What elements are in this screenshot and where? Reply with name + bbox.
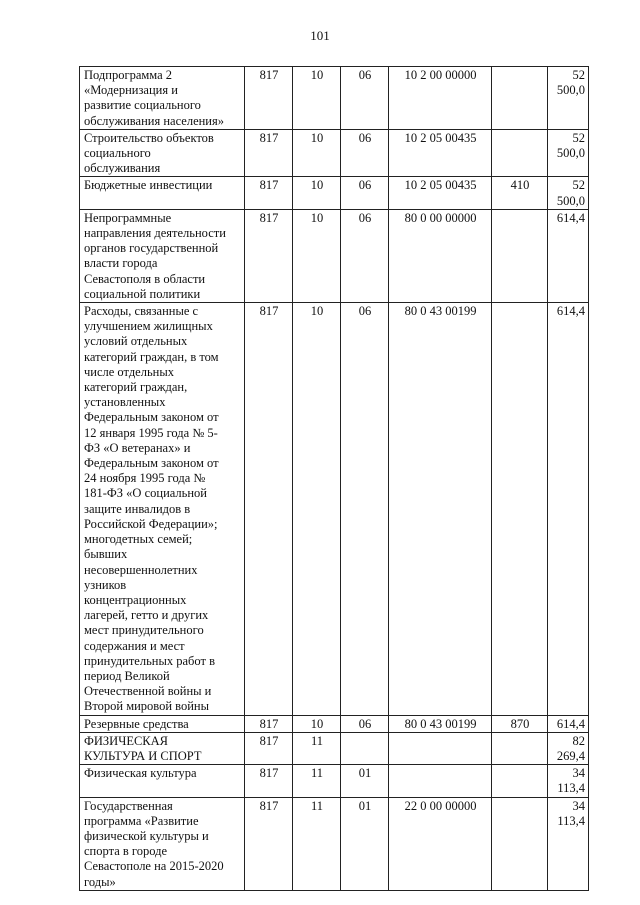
amount: 82 269,4 <box>548 732 589 764</box>
amount: 52 500,0 <box>548 129 589 177</box>
row-name: Расходы, связанные с улучшением жилищных условий отдельных категорий граждан, в том числе отдельных категорий граждан, установленных Федеральным законом от 12 января 1995 года № 5- ФЗ «О ветеранах» и Федеральным законом от 24 ноября 1995 года № 181-ФЗ «О социальной защите инвалидов в Российской Федерации»; многодетных семей; бывших несовершеннолетних узников концентрационных лагерей, гетто и других мест принудительного содержания и мест принудительных работ в период Великой Отечественной войны и Второй мировой войны <box>84 304 219 714</box>
table-row <box>80 765 589 797</box>
row-name: Бюджетные инвестиции <box>84 178 213 193</box>
row-name-cell <box>80 209 245 302</box>
subsection-code: 01 <box>341 765 389 797</box>
target-article-code: 80 0 00 00000 <box>389 209 492 302</box>
table-row <box>80 67 589 130</box>
row-name: Резервные средства <box>84 716 189 731</box>
amount: 614,4 <box>548 715 589 732</box>
row-name-cell <box>80 732 245 764</box>
table-row <box>80 303 589 715</box>
amount: 614,4 <box>548 209 589 302</box>
target-article-code: 10 2 00 00000 <box>389 67 492 130</box>
section-code: 10 <box>293 177 341 209</box>
section-code: 10 <box>293 67 341 130</box>
target-article-code: 80 0 43 00199 <box>389 715 492 732</box>
amount: 614,4 <box>548 303 589 715</box>
target-article-code <box>389 765 492 797</box>
section-code: 11 <box>293 732 341 764</box>
subsection-code: 06 <box>341 303 389 715</box>
section-code: 10 <box>293 303 341 715</box>
expense-type-code: 410 <box>492 177 548 209</box>
expense-type-code <box>492 765 548 797</box>
row-name-cell <box>80 715 245 732</box>
subsection-code: 01 <box>341 797 389 890</box>
row-name: Государственная программа «Развитие физической культуры и спорта в городе Севастополе на 2015-2020 годы» <box>84 798 224 889</box>
amount: 52 500,0 <box>548 67 589 130</box>
expense-type-code <box>492 209 548 302</box>
subsection-code: 06 <box>341 177 389 209</box>
section-code: 10 <box>293 715 341 732</box>
table-row <box>80 209 589 302</box>
page-number: 101 <box>310 28 330 43</box>
amount: 34 113,4 <box>548 765 589 797</box>
table-row <box>80 797 589 890</box>
row-name-cell <box>80 129 245 177</box>
row-name: ФИЗИЧЕСКАЯ КУЛЬТУРА И СПОРТ <box>84 733 202 763</box>
table-row <box>80 715 589 732</box>
expense-type-code: 870 <box>492 715 548 732</box>
target-article-code: 10 2 05 00435 <box>389 129 492 177</box>
section-code: 10 <box>293 209 341 302</box>
subsection-code <box>341 732 389 764</box>
row-name-cell <box>80 303 245 715</box>
amount: 52 500,0 <box>548 177 589 209</box>
section-code: 11 <box>293 765 341 797</box>
section-code: 10 <box>293 129 341 177</box>
ministry-code: 817 <box>245 177 293 209</box>
expense-type-code <box>492 67 548 130</box>
subsection-code: 06 <box>341 129 389 177</box>
ministry-code: 817 <box>245 765 293 797</box>
ministry-code: 817 <box>245 732 293 764</box>
ministry-code: 817 <box>245 797 293 890</box>
table-row <box>80 732 589 764</box>
ministry-code: 817 <box>245 303 293 715</box>
table-row <box>80 129 589 177</box>
row-name: Физическая культура <box>84 766 197 781</box>
subsection-code: 06 <box>341 209 389 302</box>
ministry-code: 817 <box>245 129 293 177</box>
row-name: Непрограммные направления деятельности органов государственной власти города Севастополя в области социальной политики <box>84 210 226 301</box>
row-name-cell <box>80 177 245 209</box>
row-name-cell <box>80 765 245 797</box>
expense-type-code <box>492 732 548 764</box>
expense-type-code <box>492 797 548 890</box>
row-name: Подпрограмма 2 «Модернизация и развитие социального обслуживания населения» <box>84 68 224 128</box>
subsection-code: 06 <box>341 67 389 130</box>
subsection-code: 06 <box>341 715 389 732</box>
budget-table <box>79 66 589 891</box>
target-article-code <box>389 732 492 764</box>
ministry-code: 817 <box>245 67 293 130</box>
target-article-code: 22 0 00 00000 <box>389 797 492 890</box>
target-article-code: 10 2 05 00435 <box>389 177 492 209</box>
section-code: 11 <box>293 797 341 890</box>
table-row <box>80 177 589 209</box>
ministry-code: 817 <box>245 209 293 302</box>
row-name-cell <box>80 797 245 890</box>
row-name-cell <box>80 67 245 130</box>
row-name: Строительство объектов социального обслуживания <box>84 130 214 176</box>
target-article-code: 80 0 43 00199 <box>389 303 492 715</box>
amount: 34 113,4 <box>548 797 589 890</box>
expense-type-code <box>492 129 548 177</box>
ministry-code: 817 <box>245 715 293 732</box>
expense-type-code <box>492 303 548 715</box>
